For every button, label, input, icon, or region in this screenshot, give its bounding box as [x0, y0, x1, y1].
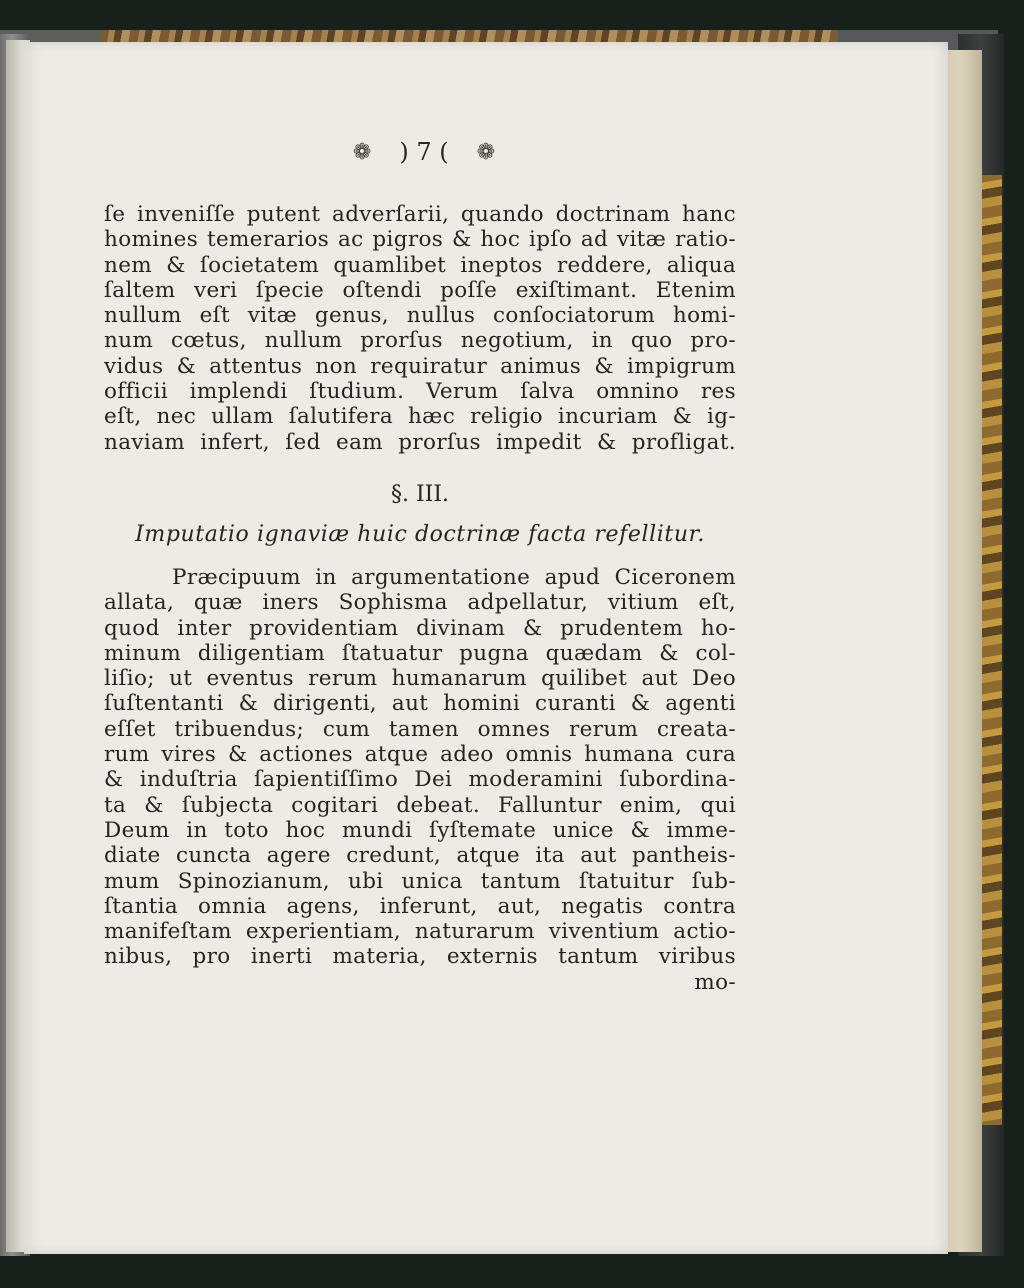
text-line: vidus & attentus non requiratur animus & impigrum: [104, 353, 736, 379]
section-number: §. III.: [390, 482, 450, 507]
text-line: allata, quæ iners Sophisma adpellatur, vitium eſt,: [104, 590, 736, 616]
paragraph-2: [104, 565, 736, 995]
text-line: nem & ſocietatem quamlibet ineptos reddere, aliqua: [104, 252, 736, 278]
text-line: nullum eſt vitæ genus, nullus conſociatorum homi-: [104, 303, 736, 329]
text-line: minum diligentiam ſtatuatur pugna quædam & col-: [104, 640, 736, 666]
page-number: ) 7 (: [399, 138, 449, 166]
text-line: ſtantia omnia agens, inferunt, aut, negatis contra: [104, 893, 736, 919]
text-line: rum vires & actiones atque adeo omnis humana cura: [104, 742, 736, 768]
text-line: nibus, pro inerti materia, externis tantum viribus: [104, 944, 736, 970]
text-line: ſe inveniſſe putent adverſarii, quando doctrinam hanc: [104, 202, 736, 227]
text-line: eſſet tribuendus; cum tamen omnes rerum creata-: [104, 716, 736, 742]
ornament-right-icon: ❁: [476, 139, 496, 165]
book-page: [24, 42, 948, 1254]
text-line: Præcipuum in argumentatione apud Ciceronem: [172, 565, 736, 590]
text-line: ſaltem veri ſpecie oſtendi poſſe exiſtimant. Etenim: [104, 277, 736, 303]
running-header: [254, 132, 594, 172]
text-line: num cœtus, nullum prorſus negotium, in quo pro-: [104, 328, 736, 354]
text-line: homines temerarios ac pigros & hoc ipſo ad vitæ ratio-: [104, 227, 736, 253]
text-line: liſio; ut eventus rerum humanarum quilibet aut Deo: [104, 666, 736, 692]
text-line: quod inter providentiam divinam & prudentem ho-: [104, 615, 736, 641]
text-line: Deum in toto hoc mundi ſyſtemate unice & imme-: [104, 817, 736, 843]
paragraph-1: [104, 202, 736, 455]
text-line: ſuſtentanti & dirigenti, aut homini curanti & agenti: [104, 691, 736, 717]
ornament-left-icon: ❁: [352, 139, 372, 165]
catchword: mo-: [694, 969, 736, 995]
text-line: mum Spinozianum, ubi unica tantum ſtatuitur ſub-: [104, 868, 736, 894]
text-line: officii implendi ſtudium. Verum ſalva omnino res: [104, 379, 736, 405]
text-line: ta & ſubjecta cogitari debeat. Falluntur enim, qui: [104, 792, 736, 818]
text-line: naviam infert, ſed eam prorſus impedit & profligat.: [104, 429, 736, 455]
text-line: diate cuncta agere credunt, atque ita aut pantheis-: [104, 843, 736, 869]
text-line: manifeſtam experientiam, naturarum viventium actio-: [104, 919, 736, 945]
text-line: & induſtria ſapientiſſimo Dei moderamini ſubordina-: [104, 767, 736, 793]
text-line: eſt, nec ullam ſalutifera hæc religio incuriam & ig-: [104, 404, 736, 430]
section-title: Imputatio ignaviæ huic doctrinæ facta refellitur.: [135, 522, 705, 547]
